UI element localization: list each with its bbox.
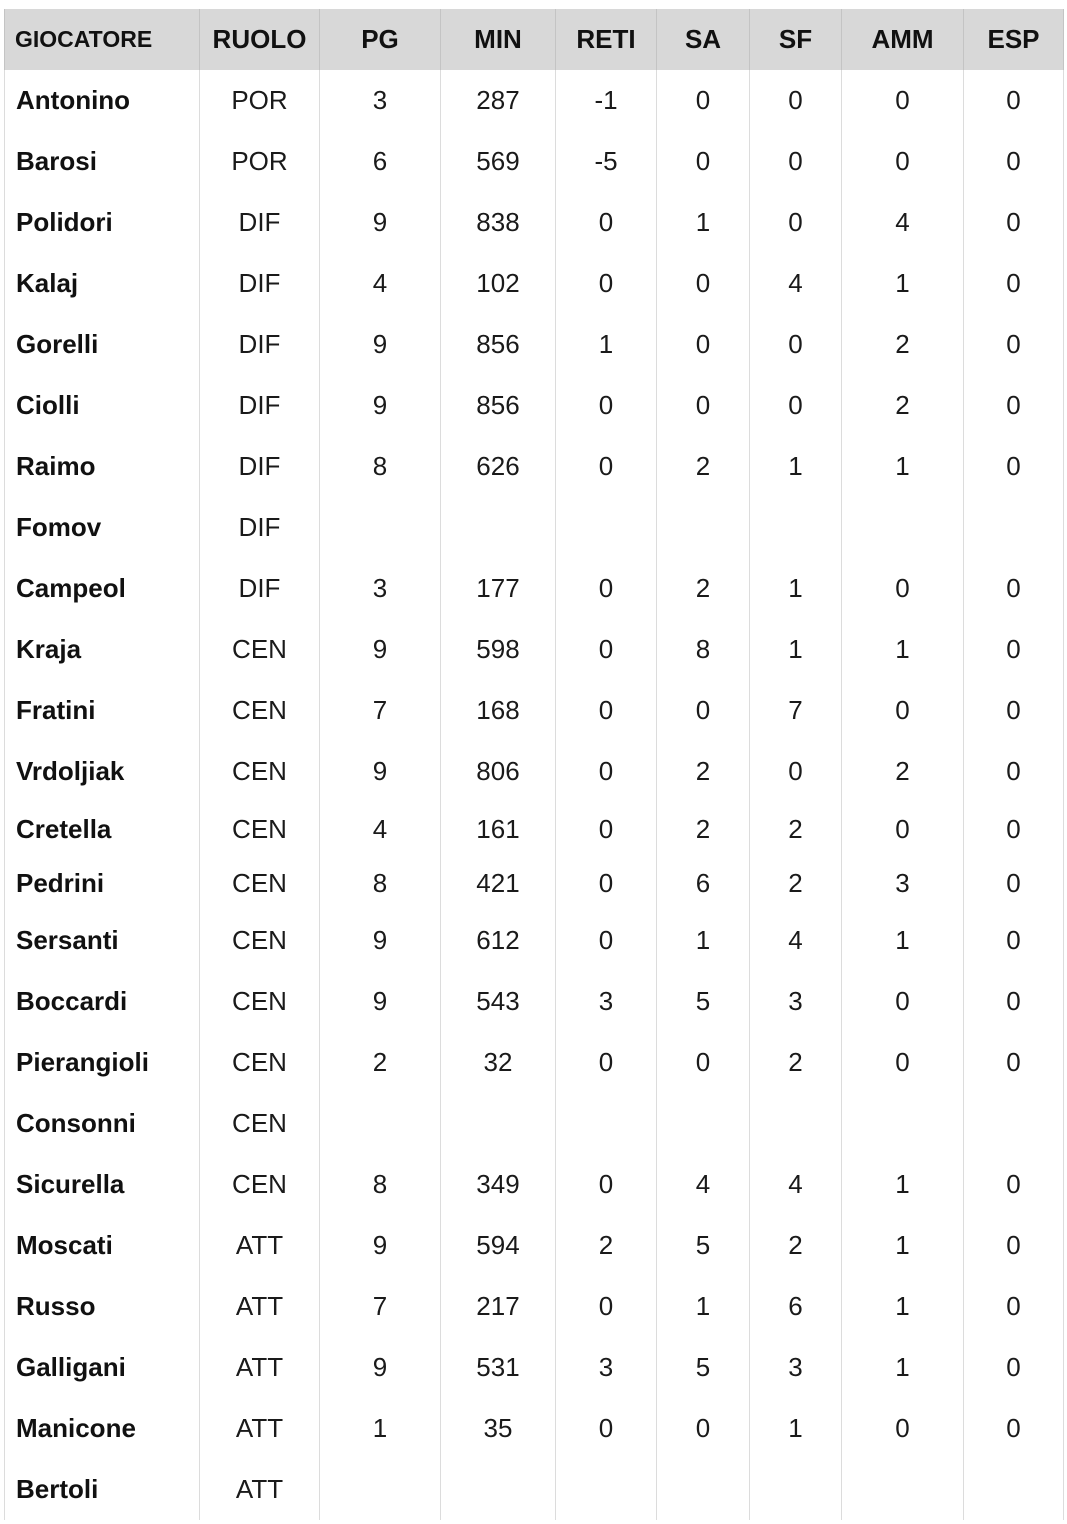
cell-assists-sa	[657, 1459, 750, 1520]
cell-yellow-cards	[842, 1459, 964, 1520]
cell-red-cards	[964, 1093, 1064, 1154]
cell-red-cards: 0	[964, 1154, 1064, 1215]
cell-role: DIF	[200, 375, 320, 436]
cell-games-played: 9	[320, 375, 441, 436]
cell-player-name: Galligani	[5, 1337, 200, 1398]
cell-goals: 0	[556, 558, 657, 619]
cell-yellow-cards: 2	[842, 314, 964, 375]
cell-yellow-cards: 1	[842, 1337, 964, 1398]
table-row	[5, 741, 1064, 802]
cell-player-name: Kraja	[5, 619, 200, 680]
cell-yellow-cards: 1	[842, 253, 964, 314]
table-row	[5, 1215, 1064, 1276]
cell-player-name: Campeol	[5, 558, 200, 619]
cell-sf: 1	[750, 436, 842, 497]
header-amm: AMM	[842, 9, 964, 70]
header-sf: SF	[750, 9, 842, 70]
cell-goals	[556, 497, 657, 558]
cell-player-name: Sersanti	[5, 910, 200, 971]
cell-assists-sa: 2	[657, 558, 750, 619]
cell-red-cards: 0	[964, 70, 1064, 131]
cell-games-played: 8	[320, 436, 441, 497]
cell-goals: -5	[556, 131, 657, 192]
cell-sf: 0	[750, 192, 842, 253]
cell-minutes: 594	[441, 1215, 556, 1276]
cell-yellow-cards: 2	[842, 375, 964, 436]
cell-minutes: 569	[441, 131, 556, 192]
cell-assists-sa: 2	[657, 802, 750, 856]
table-row	[5, 856, 1064, 910]
cell-role: ATT	[200, 1398, 320, 1459]
table-row	[5, 192, 1064, 253]
cell-minutes: 102	[441, 253, 556, 314]
cell-games-played: 3	[320, 558, 441, 619]
cell-assists-sa: 2	[657, 436, 750, 497]
cell-player-name: Consonni	[5, 1093, 200, 1154]
cell-assists-sa	[657, 497, 750, 558]
table-row	[5, 70, 1064, 131]
cell-player-name: Gorelli	[5, 314, 200, 375]
cell-minutes: 856	[441, 375, 556, 436]
cell-player-name: Sicurella	[5, 1154, 200, 1215]
cell-sf	[750, 497, 842, 558]
cell-goals: 0	[556, 1398, 657, 1459]
cell-games-played: 9	[320, 1215, 441, 1276]
cell-red-cards: 0	[964, 741, 1064, 802]
cell-yellow-cards	[842, 1093, 964, 1154]
cell-games-played: 9	[320, 619, 441, 680]
player-stats-sheet	[4, 9, 1063, 1520]
header-giocatore: GIOCATORE	[5, 9, 200, 70]
cell-yellow-cards: 1	[842, 1215, 964, 1276]
cell-red-cards: 0	[964, 131, 1064, 192]
cell-games-played	[320, 1459, 441, 1520]
cell-sf: 7	[750, 680, 842, 741]
cell-sf	[750, 1093, 842, 1154]
table-row	[5, 1337, 1064, 1398]
table-row	[5, 375, 1064, 436]
cell-yellow-cards: 1	[842, 910, 964, 971]
table-row	[5, 680, 1064, 741]
cell-minutes: 217	[441, 1276, 556, 1337]
cell-role: DIF	[200, 192, 320, 253]
header-ruolo: RUOLO	[200, 9, 320, 70]
cell-goals: 3	[556, 971, 657, 1032]
table-row	[5, 253, 1064, 314]
cell-goals: 0	[556, 741, 657, 802]
cell-assists-sa: 0	[657, 1398, 750, 1459]
cell-minutes: 626	[441, 436, 556, 497]
cell-player-name: Vrdoljiak	[5, 741, 200, 802]
header-esp: ESP	[964, 9, 1064, 70]
cell-role: CEN	[200, 619, 320, 680]
table-row	[5, 1398, 1064, 1459]
cell-assists-sa: 0	[657, 680, 750, 741]
cell-sf: 2	[750, 1032, 842, 1093]
cell-red-cards: 0	[964, 1337, 1064, 1398]
cell-minutes: 32	[441, 1032, 556, 1093]
cell-games-played: 9	[320, 971, 441, 1032]
cell-role: ATT	[200, 1215, 320, 1276]
cell-sf: 1	[750, 1398, 842, 1459]
cell-games-played: 4	[320, 253, 441, 314]
cell-role: DIF	[200, 558, 320, 619]
cell-goals: 0	[556, 680, 657, 741]
cell-minutes: 838	[441, 192, 556, 253]
table-row	[5, 910, 1064, 971]
cell-assists-sa: 5	[657, 1337, 750, 1398]
cell-player-name: Pedrini	[5, 856, 200, 910]
cell-minutes: 287	[441, 70, 556, 131]
cell-goals: 0	[556, 910, 657, 971]
cell-role: DIF	[200, 497, 320, 558]
cell-red-cards: 0	[964, 314, 1064, 375]
cell-role: CEN	[200, 802, 320, 856]
cell-games-played: 8	[320, 1154, 441, 1215]
cell-minutes: 856	[441, 314, 556, 375]
cell-minutes: 161	[441, 802, 556, 856]
table-row	[5, 558, 1064, 619]
cell-red-cards: 0	[964, 856, 1064, 910]
cell-yellow-cards: 0	[842, 802, 964, 856]
table-row	[5, 314, 1064, 375]
cell-minutes	[441, 1459, 556, 1520]
cell-games-played: 7	[320, 680, 441, 741]
cell-sf: 0	[750, 131, 842, 192]
cell-role: ATT	[200, 1459, 320, 1520]
table-row	[5, 619, 1064, 680]
cell-red-cards: 0	[964, 1215, 1064, 1276]
cell-goals: -1	[556, 70, 657, 131]
cell-red-cards: 0	[964, 253, 1064, 314]
cell-minutes: 543	[441, 971, 556, 1032]
cell-sf: 1	[750, 619, 842, 680]
cell-red-cards: 0	[964, 1398, 1064, 1459]
table-row	[5, 1093, 1064, 1154]
cell-role: ATT	[200, 1276, 320, 1337]
cell-games-played: 4	[320, 802, 441, 856]
cell-red-cards: 0	[964, 192, 1064, 253]
cell-player-name: Fomov	[5, 497, 200, 558]
cell-assists-sa: 0	[657, 375, 750, 436]
cell-sf	[750, 1459, 842, 1520]
table-row	[5, 436, 1064, 497]
cell-sf: 4	[750, 910, 842, 971]
cell-yellow-cards: 0	[842, 131, 964, 192]
cell-player-name: Kalaj	[5, 253, 200, 314]
cell-red-cards: 0	[964, 375, 1064, 436]
cell-goals: 0	[556, 436, 657, 497]
cell-goals: 0	[556, 1154, 657, 1215]
cell-role: DIF	[200, 436, 320, 497]
cell-sf: 3	[750, 971, 842, 1032]
cell-red-cards: 0	[964, 910, 1064, 971]
cell-sf: 3	[750, 1337, 842, 1398]
cell-red-cards: 0	[964, 802, 1064, 856]
cell-yellow-cards: 0	[842, 971, 964, 1032]
cell-yellow-cards: 0	[842, 1398, 964, 1459]
cell-goals	[556, 1093, 657, 1154]
cell-yellow-cards: 0	[842, 558, 964, 619]
cell-role: CEN	[200, 910, 320, 971]
cell-role: DIF	[200, 314, 320, 375]
table-row	[5, 1276, 1064, 1337]
cell-yellow-cards: 0	[842, 680, 964, 741]
cell-role: CEN	[200, 1154, 320, 1215]
cell-player-name: Russo	[5, 1276, 200, 1337]
cell-goals: 1	[556, 314, 657, 375]
player-stats-table	[4, 9, 1064, 1520]
cell-goals: 0	[556, 802, 657, 856]
cell-minutes: 177	[441, 558, 556, 619]
cell-minutes	[441, 497, 556, 558]
cell-player-name: Pierangioli	[5, 1032, 200, 1093]
header-pg: PG	[320, 9, 441, 70]
table-row	[5, 971, 1064, 1032]
cell-yellow-cards: 1	[842, 1276, 964, 1337]
cell-sf: 0	[750, 375, 842, 436]
table-body	[5, 70, 1064, 1520]
cell-games-played	[320, 1093, 441, 1154]
header-min: MIN	[441, 9, 556, 70]
cell-red-cards: 0	[964, 1276, 1064, 1337]
cell-minutes: 598	[441, 619, 556, 680]
cell-role: CEN	[200, 741, 320, 802]
header-row	[5, 9, 1064, 70]
cell-goals	[556, 1459, 657, 1520]
cell-assists-sa: 4	[657, 1154, 750, 1215]
cell-minutes: 168	[441, 680, 556, 741]
cell-games-played: 1	[320, 1398, 441, 1459]
header-reti: RETI	[556, 9, 657, 70]
cell-role: CEN	[200, 680, 320, 741]
cell-goals: 2	[556, 1215, 657, 1276]
cell-assists-sa: 0	[657, 253, 750, 314]
cell-player-name: Ciolli	[5, 375, 200, 436]
cell-player-name: Cretella	[5, 802, 200, 856]
table-row	[5, 131, 1064, 192]
cell-yellow-cards: 1	[842, 1154, 964, 1215]
cell-yellow-cards	[842, 497, 964, 558]
cell-red-cards: 0	[964, 1032, 1064, 1093]
cell-red-cards: 0	[964, 558, 1064, 619]
cell-role: ATT	[200, 1337, 320, 1398]
cell-games-played: 2	[320, 1032, 441, 1093]
table-row	[5, 1154, 1064, 1215]
cell-assists-sa: 2	[657, 741, 750, 802]
table-row	[5, 1032, 1064, 1093]
cell-player-name: Bertoli	[5, 1459, 200, 1520]
cell-role: CEN	[200, 971, 320, 1032]
table-row	[5, 802, 1064, 856]
cell-goals: 0	[556, 192, 657, 253]
cell-player-name: Barosi	[5, 131, 200, 192]
cell-games-played: 9	[320, 192, 441, 253]
cell-goals: 0	[556, 619, 657, 680]
cell-games-played: 9	[320, 1337, 441, 1398]
cell-games-played: 7	[320, 1276, 441, 1337]
cell-goals: 0	[556, 1276, 657, 1337]
cell-player-name: Antonino	[5, 70, 200, 131]
cell-role: CEN	[200, 1032, 320, 1093]
cell-games-played: 9	[320, 314, 441, 375]
cell-role: POR	[200, 131, 320, 192]
cell-sf: 2	[750, 856, 842, 910]
cell-sf: 6	[750, 1276, 842, 1337]
cell-goals: 0	[556, 1032, 657, 1093]
cell-yellow-cards: 1	[842, 436, 964, 497]
cell-yellow-cards: 4	[842, 192, 964, 253]
cell-minutes	[441, 1093, 556, 1154]
cell-sf: 0	[750, 314, 842, 375]
cell-assists-sa: 0	[657, 314, 750, 375]
cell-minutes: 421	[441, 856, 556, 910]
cell-role: CEN	[200, 1093, 320, 1154]
cell-assists-sa	[657, 1093, 750, 1154]
cell-assists-sa: 6	[657, 856, 750, 910]
cell-games-played: 6	[320, 131, 441, 192]
cell-player-name: Moscati	[5, 1215, 200, 1276]
cell-assists-sa: 5	[657, 1215, 750, 1276]
cell-role: POR	[200, 70, 320, 131]
cell-assists-sa: 1	[657, 910, 750, 971]
cell-goals: 0	[556, 253, 657, 314]
cell-assists-sa: 8	[657, 619, 750, 680]
cell-minutes: 612	[441, 910, 556, 971]
cell-sf: 4	[750, 1154, 842, 1215]
cell-role: DIF	[200, 253, 320, 314]
table-header	[5, 9, 1064, 70]
cell-games-played	[320, 497, 441, 558]
cell-sf: 4	[750, 253, 842, 314]
cell-yellow-cards: 0	[842, 1032, 964, 1093]
table-row	[5, 497, 1064, 558]
cell-minutes: 806	[441, 741, 556, 802]
cell-assists-sa: 5	[657, 971, 750, 1032]
cell-player-name: Manicone	[5, 1398, 200, 1459]
cell-player-name: Polidori	[5, 192, 200, 253]
cell-yellow-cards: 1	[842, 619, 964, 680]
cell-yellow-cards: 3	[842, 856, 964, 910]
cell-goals: 0	[556, 856, 657, 910]
cell-assists-sa: 0	[657, 131, 750, 192]
header-sa: SA	[657, 9, 750, 70]
cell-yellow-cards: 2	[842, 741, 964, 802]
cell-red-cards: 0	[964, 971, 1064, 1032]
cell-games-played: 9	[320, 741, 441, 802]
cell-yellow-cards: 0	[842, 70, 964, 131]
cell-minutes: 349	[441, 1154, 556, 1215]
cell-minutes: 35	[441, 1398, 556, 1459]
cell-red-cards: 0	[964, 436, 1064, 497]
cell-assists-sa: 1	[657, 1276, 750, 1337]
cell-sf: 2	[750, 1215, 842, 1276]
cell-minutes: 531	[441, 1337, 556, 1398]
cell-assists-sa: 0	[657, 70, 750, 131]
cell-sf: 2	[750, 802, 842, 856]
table-row	[5, 1459, 1064, 1520]
cell-red-cards: 0	[964, 680, 1064, 741]
cell-sf: 0	[750, 70, 842, 131]
cell-assists-sa: 0	[657, 1032, 750, 1093]
cell-sf: 0	[750, 741, 842, 802]
cell-red-cards	[964, 497, 1064, 558]
cell-goals: 0	[556, 375, 657, 436]
cell-goals: 3	[556, 1337, 657, 1398]
cell-red-cards: 0	[964, 619, 1064, 680]
cell-player-name: Boccardi	[5, 971, 200, 1032]
cell-sf: 1	[750, 558, 842, 619]
cell-games-played: 8	[320, 856, 441, 910]
cell-red-cards	[964, 1459, 1064, 1520]
cell-player-name: Raimo	[5, 436, 200, 497]
cell-games-played: 3	[320, 70, 441, 131]
cell-games-played: 9	[320, 910, 441, 971]
cell-role: CEN	[200, 856, 320, 910]
cell-player-name: Fratini	[5, 680, 200, 741]
cell-assists-sa: 1	[657, 192, 750, 253]
